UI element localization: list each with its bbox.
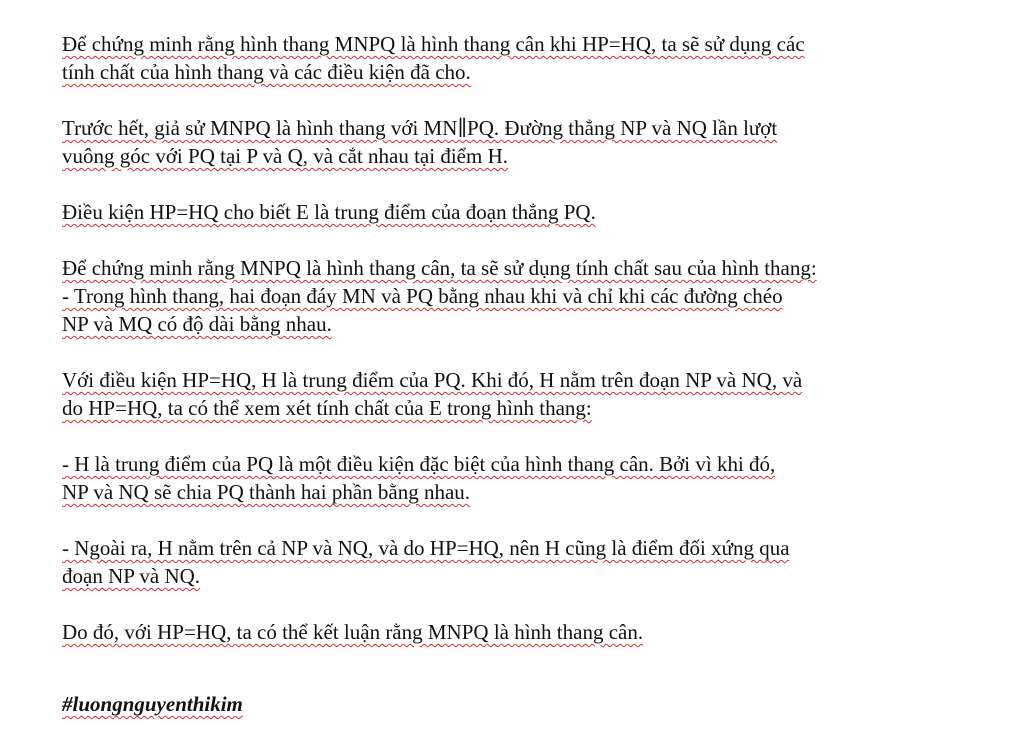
paragraph-point-two <box>62 534 982 590</box>
text-line: Với điều kiện HP=HQ, H là trung điểm của PQ. Khi đó, H nằm trên đoạn NP và NQ, và <box>62 368 803 392</box>
document-page <box>62 30 982 718</box>
text-line: Điều kiện HP=HQ cho biết E là trung điểm của đoạn thẳng PQ. <box>62 200 596 224</box>
paragraph-midpoint <box>62 366 982 422</box>
text-line: Để chứng minh rằng hình thang MNPQ là hình thang cân khi HP=HQ, ta sẽ sử dụng các <box>62 32 805 56</box>
text-line: Do đó, với HP=HQ, ta có thể kết luận rằng MNPQ là hình thang cân. <box>62 620 644 644</box>
paragraph-intro <box>62 30 982 86</box>
text-line: - Trong hình thang, hai đoạn đáy MN và PQ bằng nhau khi và chỉ khi các đường chéo <box>62 284 783 308</box>
text-line: vuông góc với PQ tại P và Q, và cắt nhau tại điểm H. <box>62 144 508 168</box>
paragraph-condition <box>62 198 982 226</box>
text-line: do HP=HQ, ta có thể xem xét tính chất của E trong hình thang: <box>62 396 592 420</box>
paragraph-assumption <box>62 114 982 170</box>
text-line: - H là trung điểm của PQ là một điều kiện đặc biệt của hình thang cân. Bởi vì khi đó, <box>62 452 776 476</box>
text-line: Để chứng minh rằng MNPQ là hình thang cân, ta sẽ sử dụng tính chất sau của hình thang: <box>62 256 817 280</box>
text-line: NP và MQ có độ dài bằng nhau. <box>62 312 332 336</box>
text-line: Trước hết, giả sử MNPQ là hình thang với MN∥PQ. Đường thẳng NP và NQ lần lượt <box>62 116 778 140</box>
text-line: NP và NQ sẽ chia PQ thành hai phần bằng nhau. <box>62 480 471 504</box>
paragraph-conclusion <box>62 618 982 646</box>
paragraph-property <box>62 254 982 338</box>
text-line: - Ngoài ra, H nằm trên cả NP và NQ, và do HP=HQ, nên H cũng là điểm đối xứng qua <box>62 536 790 560</box>
text-line: tính chất của hình thang và các điều kiện đã cho. <box>62 60 471 84</box>
signature-hashtag: #luongnguyenthikim <box>62 692 243 716</box>
paragraph-point-one <box>62 450 982 506</box>
text-line: đoạn NP và NQ. <box>62 564 201 588</box>
